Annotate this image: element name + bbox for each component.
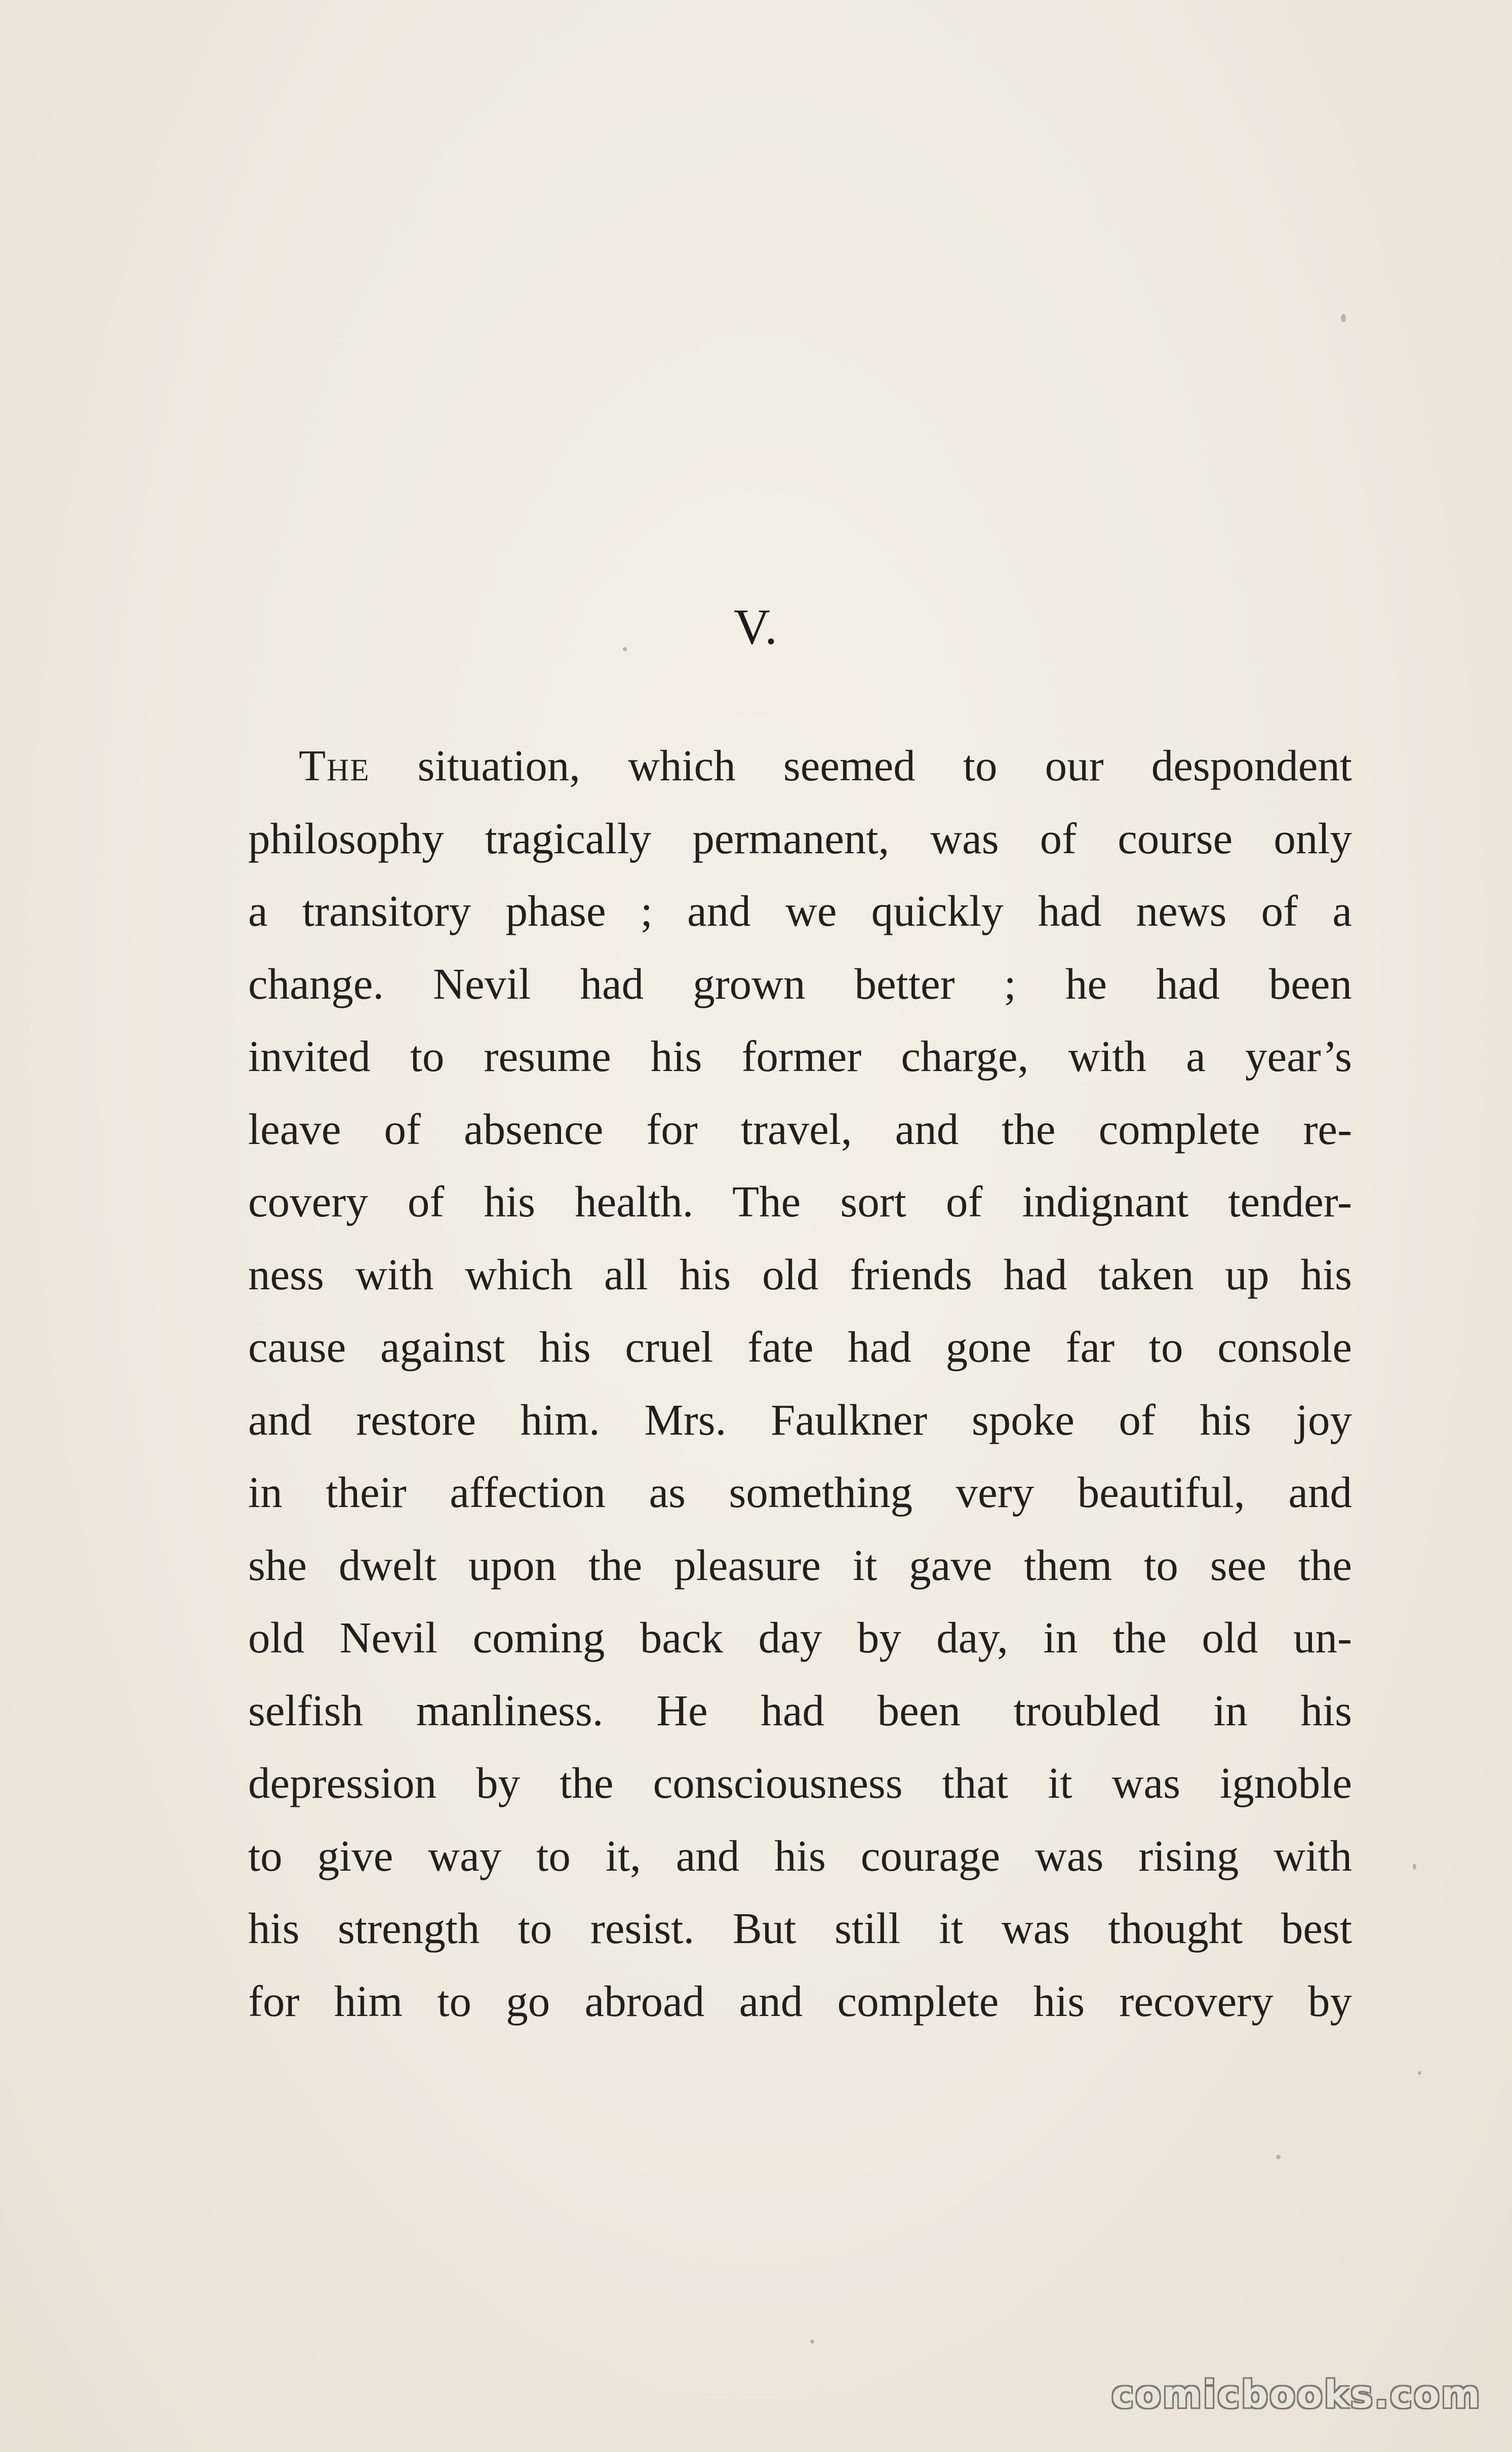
paper-speck (1413, 1864, 1416, 1870)
text-line (248, 729, 1352, 802)
text-line: cause against his cruel fate had gone far to console (248, 1322, 1352, 1371)
text-line: selfish manliness. He had been troubled in his (248, 1685, 1352, 1735)
text-line: in their affection as something very beautiful, and (248, 1468, 1352, 1517)
paper-speck (1341, 314, 1346, 322)
first-line-rest: situation, which seemed to our despondent (370, 741, 1352, 790)
text-line: and restore him. Mrs. Faulkner spoke of his joy (248, 1395, 1352, 1444)
chapter-paragraph (248, 729, 1352, 2037)
text-line: change. Nevil had grown better ; he had been (248, 959, 1352, 1008)
paper-speck (1418, 2071, 1421, 2075)
text-line: his strength to resist. But still it was thought best (248, 1904, 1352, 1953)
watermark: comicbooks.com (1111, 2373, 1482, 2417)
text-line: for him to go abroad and complete his recovery by (248, 1976, 1352, 2026)
text-line: covery of his health. The sort of indignant tender- (248, 1177, 1352, 1226)
text-line: she dwelt upon the pleasure it gave them to see the (248, 1540, 1352, 1590)
paper-speck (810, 2340, 814, 2344)
text-line: a transitory phase ; and we quickly had news of a (248, 886, 1352, 935)
text-line: philosophy tragically permanent, was of course only (248, 813, 1352, 863)
text-line: ness with which all his old friends had taken up his (248, 1249, 1352, 1299)
text-line: to give way to it, and his courage was rising with (248, 1831, 1352, 1880)
text-line: invited to resume his former charge, with a year’s (248, 1032, 1352, 1081)
paragraph-first-word: The (299, 741, 370, 790)
text-line: old Nevil coming back day by day, in the old un- (248, 1613, 1352, 1662)
text-line: depression by the consciousness that it was ignoble (248, 1758, 1352, 1807)
paper-speck (1276, 2155, 1281, 2159)
text-line: leave of absence for travel, and the complete re- (248, 1104, 1352, 1154)
chapter-number: V. (733, 599, 779, 655)
